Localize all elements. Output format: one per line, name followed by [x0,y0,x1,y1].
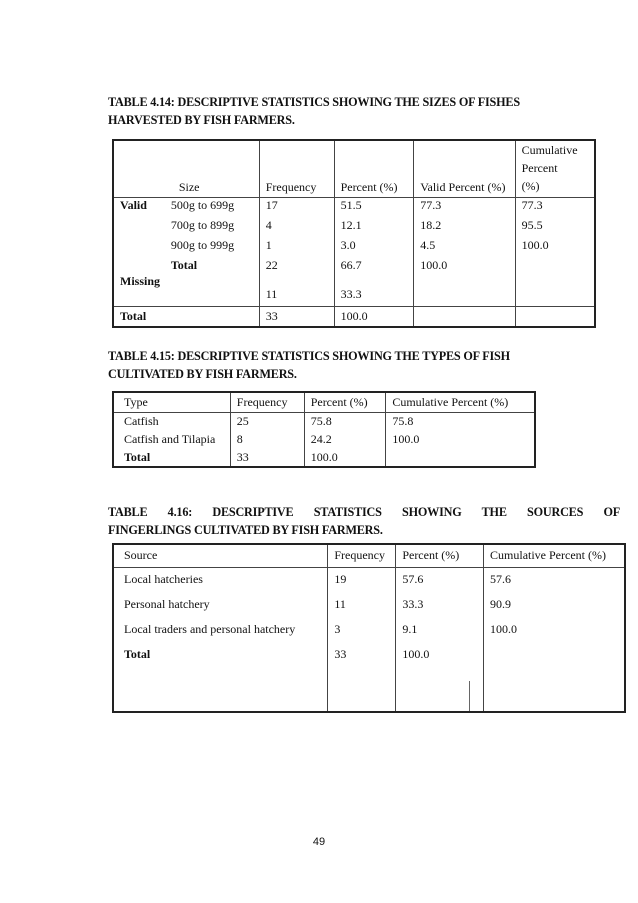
caption-line-2: HARVESTED BY FISH FARMERS. [108,113,295,127]
row-frequency: 25 [230,412,304,430]
row-frequency: 33 [259,307,334,327]
row-type: Catfish and Tilapia [124,431,216,446]
row-valid-percent [414,307,515,327]
row-size: 500g to 699g [170,198,235,212]
row-group [113,218,165,238]
table-row [113,258,595,274]
row-percent: 100.0 [334,307,414,327]
row-percent: 100.0 [304,448,386,467]
table-4-14-caption [108,93,520,129]
page-number: 49 [312,836,326,848]
header-frequency: Frequency [328,544,396,567]
row-valid-percent: 18.2 [414,218,515,238]
row-percent: 100.0 [396,642,484,667]
row-size: 700g to 899g [170,217,235,232]
header-cumulative-line-1: Cumulative [521,143,578,157]
row-group: Valid [120,198,147,212]
row-percent: 24.2 [304,430,386,448]
row-valid-percent [414,274,515,307]
header-percent: Percent (%) [304,392,386,412]
row-cumulative: 77.3 [515,198,595,218]
row-cumulative [515,274,595,307]
row-cumulative [484,642,625,667]
header-type: Type [124,394,148,409]
row-valid-percent: 4.5 [414,238,515,258]
row-group [113,258,165,274]
row-cumulative: 90.9 [484,592,625,617]
row-frequency: 8 [230,430,304,448]
row-size: 900g to 999g [170,237,235,252]
row-percent: 66.7 [334,258,414,274]
row-percent: 51.5 [334,198,414,218]
row-cumulative [515,307,595,327]
header-row [113,140,595,198]
row-frequency: 33 [230,448,304,467]
table-4-16-caption [108,503,620,539]
header-row [113,544,625,567]
row-frequency: 17 [259,198,334,218]
row-frequency: 4 [259,218,334,238]
row-percent: 57.6 [396,567,484,592]
row-source: Local traders and personal hatchery [124,622,296,636]
caption-line-2: CULTIVATED BY FISH FARMERS. [108,367,297,381]
row-frequency: 1 [259,238,334,258]
header-size: Size [178,180,200,194]
row-group: Total [120,308,147,323]
table-4-15-caption [108,347,510,383]
row-frequency: 19 [328,567,396,592]
header-cumulative-percent: Cumulative Percent (%) [484,544,625,567]
caption-line-1: TABLE 4.14: DESCRIPTIVE STATISTICS SHOWING THE SIZES OF FISHES [108,95,520,109]
table-row [113,412,535,430]
row-cumulative [515,258,595,274]
header-frequency: Frequency [259,140,334,198]
row-cumulative: 100.0 [386,430,535,448]
header-row [113,392,535,412]
row-group: Missing [120,273,161,288]
row-source: Personal hatchery [124,597,210,611]
header-frequency: Frequency [230,392,304,412]
table-row [113,567,625,592]
table-row [113,307,595,327]
header-percent: Percent (%) [396,544,484,567]
row-frequency: 3 [328,617,396,642]
header-source: Source [124,548,158,563]
row-cumulative: 57.6 [484,567,625,592]
table-row [113,218,595,238]
row-frequency: 11 [328,592,396,617]
caption-line-1: TABLE 4.16: DESCRIPTIVE STATISTICS SHOWING THE SOURCES OF [108,505,620,519]
row-type: Catfish [124,413,159,428]
row-percent: 75.8 [304,412,386,430]
row-type: Total [124,449,151,464]
table-row [113,642,625,667]
row-percent: 12.1 [334,218,414,238]
row-frequency: 22 [259,258,334,274]
row-percent: 3.0 [334,238,414,258]
table-row [113,238,595,258]
header-percent: Percent (%) [334,140,414,198]
row-frequency: 11 [259,274,334,307]
table-row [113,617,625,642]
row-percent: 33.3 [334,274,414,307]
row-cumulative: 100.0 [515,238,595,258]
row-size: Total [170,257,198,272]
caption-line-2: FINGERLINGS CULTIVATED BY FISH FARMERS. [108,523,383,537]
table-row [113,274,595,307]
row-source: Total [124,647,151,661]
row-group [113,238,165,258]
table-4-14 [112,139,596,328]
row-cumulative: 95.5 [515,218,595,238]
row-frequency: 33 [328,642,396,667]
row-source: Local hatcheries [124,572,203,587]
table-row [113,448,535,467]
header-cumulative-line-2: Percent [521,161,558,175]
table-4-15 [112,391,536,468]
row-valid-percent: 77.3 [414,198,515,218]
header-cumulative-percent [515,140,595,198]
row-percent: 9.1 [396,617,484,642]
row-cumulative: 100.0 [484,617,625,642]
header-cumulative-percent: Cumulative Percent (%) [386,392,535,412]
header-cumulative-line-3: (%) [521,179,540,193]
row-cumulative: 75.8 [386,412,535,430]
row-valid-percent: 100.0 [414,258,515,274]
table-row-empty [113,667,625,712]
header-valid-percent: Valid Percent (%) [414,140,515,198]
row-cumulative [386,448,535,467]
row-percent: 33.3 [396,592,484,617]
table-4-16 [112,543,626,713]
table-row [113,198,595,218]
table-row [113,430,535,448]
table-row [113,592,625,617]
caption-line-1: TABLE 4.15: DESCRIPTIVE STATISTICS SHOWING THE TYPES OF FISH [108,349,510,363]
